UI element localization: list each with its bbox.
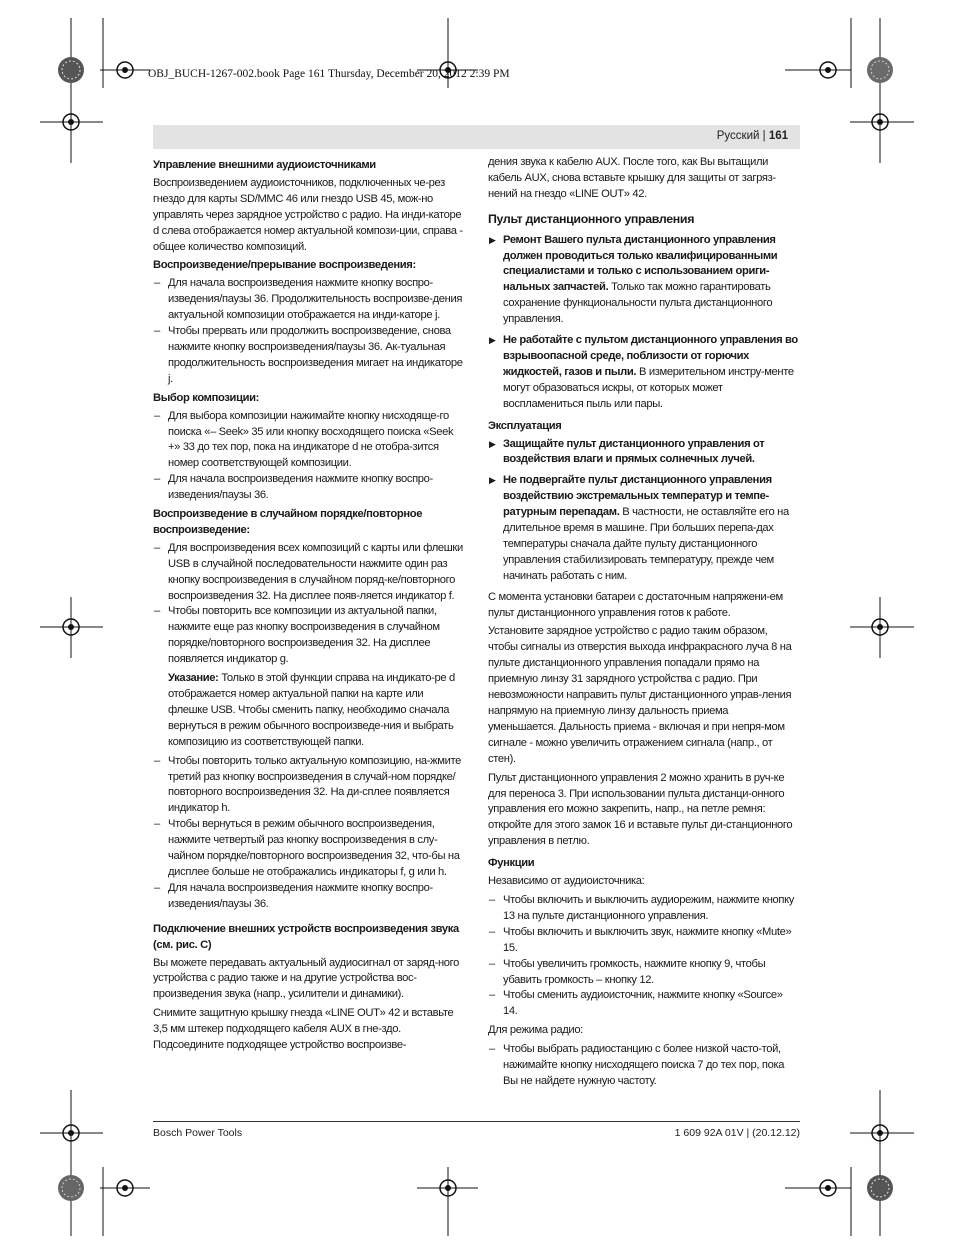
- list-play-pause: [153, 276, 463, 387]
- warning-bold: Не работайте с пультом дистанционного управления во взрывоопасной среде, поблизости от горючих жидкостей, газов и пыли.: [503, 334, 798, 378]
- list-radio: [488, 1042, 798, 1090]
- list-item: – Чтобы включить и выключить звук, нажмите кнопку «Mute» 15.: [488, 925, 798, 957]
- footer-rule: [153, 1121, 800, 1122]
- warning-bold: Ремонт Вашего пульта дистанционного управления должен проводиться только квалифицированными специалистами и только с использованием ориги-нальных запчастей.: [503, 233, 778, 294]
- paragraph-connect-2: Снимите защитную крышку гнезда «LINE OUT» 42 и вставьте 3,5 мм штекер подходящего кабеля AUX в гне-здо. Подсоедините подходящее устройство воспроизве-: [153, 1007, 454, 1052]
- page-header: [717, 130, 788, 142]
- page-number: 161: [768, 130, 788, 142]
- list-track-select: [153, 409, 463, 504]
- warning-temperature: [488, 473, 798, 584]
- list-functions: [488, 893, 798, 1020]
- heading-random-repeat: Воспроизведение в случайном порядке/повторное воспроизведение:: [153, 508, 423, 536]
- heading-operation: Эксплуатация: [488, 419, 562, 432]
- list-random-repeat-2: [153, 754, 463, 913]
- footer-doc-number: 1 609 92A 01V | (20.12.12): [674, 1127, 800, 1139]
- warning-repair: [488, 233, 798, 328]
- note-text: Только в этой функции справа на индикато-ре d отображается номер актуальной папки на карте или флешке USB. Чтобы сменить папку, необходимо сначала вернуться в режим обычного воспроизведе-ния и выбрать композицию из соответствующей папки.: [168, 672, 455, 748]
- list-item: – Для выбора композиции нажимайте кнопку нисходяще-го поиска «– Seek» 35 или кнопку восходящего поиска «Seek +» 33 до тех пор, пока на индикаторе d не отобра-зится номер соответствующей композиции.: [153, 409, 463, 473]
- page-header-bar: [153, 125, 800, 149]
- list-item: – Чтобы увеличить громкость, нажмите кнопку 9, чтобы убавить громкость – кнопку 12.: [488, 957, 798, 989]
- warning-bold: Защищайте пульт дистанционного управления от воздействия влаги и прямых солнечных лучей.: [503, 437, 765, 466]
- paragraph-connect-1: Вы можете передавать актуальный аудиосигнал от заряд-ного устройства с радио также и на другие устройства вос-произведения звука (напр., усилители и динамики).: [153, 956, 460, 1001]
- heading-external-audio: Управление внешними аудиоисточниками: [153, 159, 376, 171]
- book-info-line: OBJ_BUCH-1267-002.book Page 161 Thursday, December 20, 2012 2:39 PM: [148, 68, 510, 80]
- list-item: – Для начала воспроизведения нажмите кнопку воспро-изведения/паузы 36.: [153, 881, 463, 913]
- heading-play-pause: Воспроизведение/прерывание воспроизведения:: [153, 259, 416, 272]
- header-language: Русский: [716, 130, 760, 142]
- paragraph-radio-mode: Для режима радио:: [488, 1024, 583, 1037]
- footer-brand: Bosch Power Tools: [153, 1127, 243, 1139]
- left-column: [153, 155, 463, 1057]
- warning-text: Только так можно гарантировать сохранение функциональности пульта дистанционного управления.: [503, 281, 773, 326]
- paragraph-storage: Пульт дистанционного управления 2 можно хранить в руч-ке для переноса 3. При использовании пульта дистанци-онного управления его можно закрепить, напр., на петле ремня: откройте для этого замок 16 и вставьте пульт ди-станционного управления в петлю.: [488, 771, 793, 848]
- list-random-repeat: [153, 541, 463, 668]
- list-item: – Для начала воспроизведения нажмите кнопку воспро-изведения/паузы 36.: [153, 472, 463, 504]
- paragraph-external-audio: Воспроизведением аудиоисточников, подключенных че-рез гнездо для карты SD/MMC 46 или гнездо USB 45, мож-но управлять через зарядное устройство с радио. На инди-каторе d слева отображается номер актуальной компози-ции, справа - общее количество композиций.: [153, 176, 463, 253]
- paragraph-continued: дения звука к кабелю AUX. После того, как Вы вытащили кабель AUX, снова вставьте крышку для защиты от загряз-нений на гнездо «LINE OUT» 42.: [488, 156, 776, 200]
- note-folder: [153, 671, 463, 751]
- heading-functions: Функции: [488, 857, 535, 870]
- list-item: – Чтобы повторить только актуальную композицию, на-жмите третий раз кнопку воспроизведения в случай-ном порядке/повторного воспроизведения 32. На ди-сплее появляется индикатор h.: [153, 754, 463, 818]
- list-item: – Для начала воспроизведения нажмите кнопку воспро-изведения/паузы 36. Продолжительность воспроизве-дения актуальной композиции отображается на инди-каторе j.: [153, 276, 463, 324]
- list-item: – Для воспроизведения всех композиций с карты или флешки USB в случайной последовательности нажмите один раз кнопку воспроизведения в случайном поряд-ке/повторного воспроизведения 32. На дисплее появ-ляется индикатор f.: [153, 541, 463, 605]
- list-item: – Чтобы выбрать радиостанцию с более низкой часто-той, нажимайте кнопку нисходящего поиска 7 до тех пор, пока Вы не найдете нужную частоту.: [488, 1042, 798, 1090]
- warning-text: В измерительном инстру-менте могут образоваться искры, от которых может воспламениться пыль или пары.: [503, 365, 794, 410]
- heading-remote-control: Пульт дистанционного управления: [488, 211, 695, 226]
- list-item: – Чтобы прервать или продолжить воспроизведение, снова нажмите кнопку воспроизведения/паузы 36. Ак-туальная продолжительность воспроизведения мигает на индикаторе j.: [153, 324, 463, 388]
- paragraph-ready: С момента установки батареи с достаточным напряжени-ем пульт дистанционного управления готов к работе.: [488, 590, 783, 619]
- note-label: Указание:: [168, 672, 219, 685]
- list-item: – Чтобы сменить аудиоисточник, нажмите кнопку «Source» 14.: [488, 988, 798, 1020]
- list-item: – Чтобы вернуться в режим обычного воспроизведения, нажмите четвертый раз кнопку воспроизведения в слу-чайном порядке/повторного воспроизведения 32, что-бы на дисплее больше не отображались индикаторы f, g или h.: [153, 817, 463, 881]
- header-separator: |: [759, 130, 769, 142]
- warning-text: В частности, не оставляйте его на длительное время в машине. При больших перепа-дах температуры сначала дайте пульту дистанционного управления стабилизировать температуру, прежде чем начинать работать с ним.: [503, 506, 789, 582]
- warning-moisture: [488, 437, 798, 469]
- heading-track-select: Выбор композиции:: [153, 391, 260, 404]
- paragraph-any-source: Независимо от аудиоисточника:: [488, 875, 645, 888]
- paragraph-alignment: Установите зарядное устройство с радио таким образом, чтобы сигналы из отверстия выхода инфракрасного луча 8 на пульте дистанционного управления попадали прямо на приемную линзу 31 зарядного устройства с радио. При невозможности направить пульт дистанционного управ-ления напрямую на приемную линзу дальность приема уменьшается. Дальность приема - включая и при непря-мом сигнале - можно увеличить отражением сигнала (напр., от стен).: [488, 625, 792, 765]
- warning-bold: Не подвергайте пульт дистанционного управления воздействию экстремальных температур и темпе-ратурным перепадам.: [503, 474, 772, 519]
- list-item: – Чтобы повторить все композиции из актуальной папки, нажмите еще раз кнопку воспроизведения в случайном порядке/повторного воспроизведения 32. На дисплее появляется индикатор g.: [153, 604, 463, 668]
- right-column: [488, 155, 798, 1093]
- warning-explosive: [488, 333, 798, 413]
- list-item: – Чтобы включить и выключить аудиорежим, нажмите кнопку 13 на пульте дистанционного управления.: [488, 893, 798, 925]
- heading-connect-external: Подключение внешних устройств воспроизведения звука (см. рис. C): [153, 922, 459, 951]
